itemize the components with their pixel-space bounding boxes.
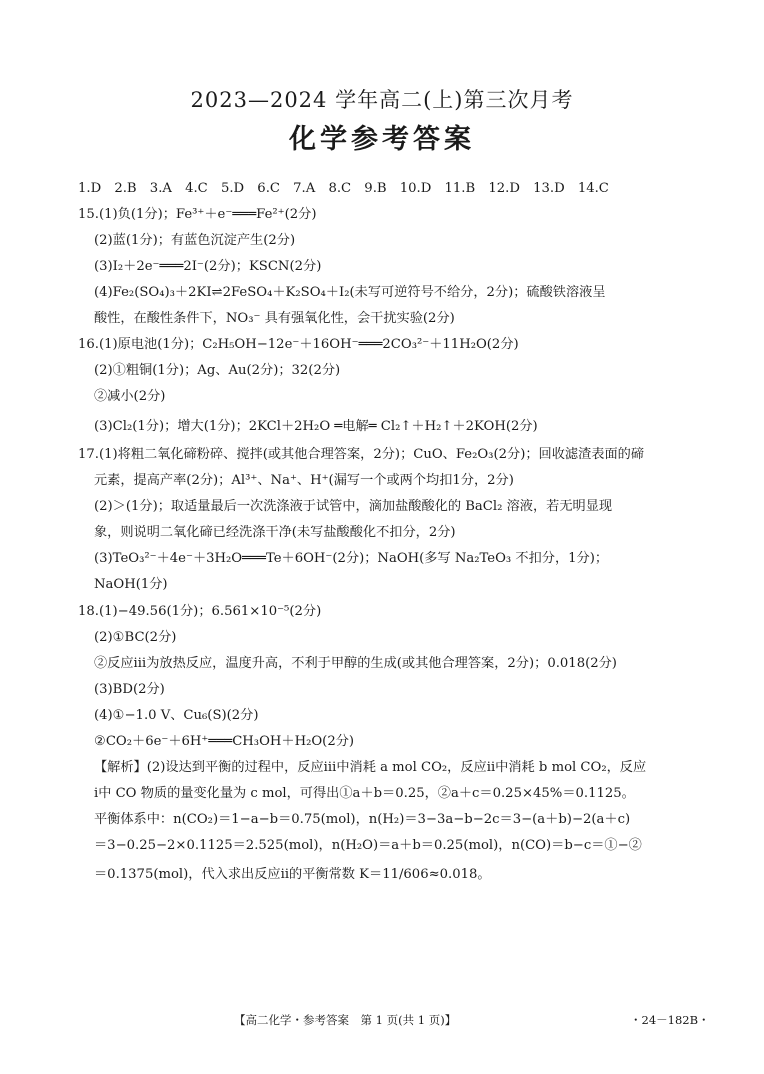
footer-code: ・24－182B・ — [630, 1013, 710, 1027]
answer-line: (4)①−1.0 V、Cu₆(S)(2分) — [94, 708, 259, 723]
exam-title: 2023—2024 学年高二(上)第三次月考 — [190, 88, 574, 112]
answer-line: 元素，提高产率(2分)；Al³⁺、Na⁺、H⁺(漏写一个或两个均扣1分，2分) — [94, 473, 514, 488]
answer-line: ②CO₂＋6e⁻＋6H⁺═══CH₃OH＋H₂O(2分) — [94, 734, 355, 749]
answer-line: 18.(1)−49.56(1分)；6.561×10⁻⁵(2分) — [78, 604, 322, 619]
answer-line: (4)Fe₂(SO₄)₃＋2KI⇌2FeSO₄＋K₂SO₄＋I₂(未写可逆符号不给分，2分)；硫酸铁溶液呈 — [94, 285, 606, 300]
footer-page-label: 【高二化学・参考答案 第 1 页(共 1 页)】 — [234, 1013, 457, 1027]
answer-line: 15.(1)负(1分)；Fe³⁺＋e⁻═══Fe²⁺(2分) — [78, 207, 317, 222]
answer-line: (3)TeO₃²⁻＋4e⁻＋3H₂O═══Te＋6OH⁻(2分)；NaOH(多写 Na₂TeO₃ 不扣分，1分)； — [94, 551, 609, 566]
answer-line: 酸性，在酸性条件下，NO₃⁻ 具有强氧化性，会干扰实验(2分) — [94, 311, 455, 326]
answer-line: 1.D 2.B 3.A 4.C 5.D 6.C 7.A 8.C 9.B 10.D 11.B 12.D 13.D 14.C — [78, 181, 609, 196]
answer-line: ②减小(2分) — [94, 389, 166, 404]
answer-line: ⅰ中 CO 物质的量变化量为 c mol，可得出①a＋b＝0.25，②a＋c＝0.25×45%＝0.1125。 — [94, 786, 635, 801]
document-subtitle: 化学参考答案 — [289, 124, 475, 155]
answer-line: 【解析】(2)设达到平衡的过程中，反应ⅲ中消耗 a mol CO₂，反应ⅱ中消耗 b mol CO₂，反应 — [94, 760, 647, 775]
answer-line: ＝0.1375(mol)，代入求出反应ⅱ的平衡常数 K＝11/606≈0.018。 — [94, 867, 491, 882]
answer-line: (2)①粗铜(1分)；Ag、Au(2分)；32(2分) — [94, 363, 341, 378]
answer-line: ＝3−0.25−2×0.1125＝2.525(mol)，n(H₂O)＝a＋b＝0.25(mol)，n(CO)＝b−c＝①−② — [94, 838, 642, 853]
answer-line: (3)Cl₂(1分)；增大(1分)；2KCl＋2H₂O ═电解═ Cl₂↑＋H₂↑＋2KOH(2分) — [94, 419, 538, 434]
answer-line: NaOH(1分) — [94, 577, 168, 592]
answer-line: (2)①BC(2分) — [94, 630, 177, 645]
answer-line: (2)＞(1分)；取适量最后一次洗涤液于试管中，滴加盐酸酸化的 BaCl₂ 溶液，若无明显现 — [94, 499, 613, 514]
answer-line: (2)蓝(1分)；有蓝色沉淀产生(2分) — [94, 233, 296, 248]
answer-line: (3)I₂＋2e⁻═══2I⁻(2分)；KSCN(2分) — [94, 259, 322, 274]
answer-line: (3)BD(2分) — [94, 682, 165, 697]
answer-line: 象，则说明二氧化碲已经洗涤干净(未写盐酸酸化不扣分，2分) — [94, 525, 456, 540]
answer-line: 平衡体系中：n(CO₂)＝1−a−b＝0.75(mol)，n(H₂)＝3−3a−b−2c＝3−(a＋b)−2(a＋c) — [94, 812, 631, 827]
answer-line: 17.(1)将粗二氧化碲粉碎、搅拌(或其他合理答案，2分)；CuO、Fe₂O₃(2分)；回收滤渣表面的碲 — [78, 447, 645, 462]
answer-line: ②反应ⅲ为放热反应，温度升高，不利于甲醇的生成(或其他合理答案，2分)；0.018(2分) — [94, 656, 617, 671]
answer-line: 16.(1)原电池(1分)；C₂H₅OH−12e⁻＋16OH⁻═══2CO₃²⁻＋11H₂O(2分) — [78, 337, 519, 352]
